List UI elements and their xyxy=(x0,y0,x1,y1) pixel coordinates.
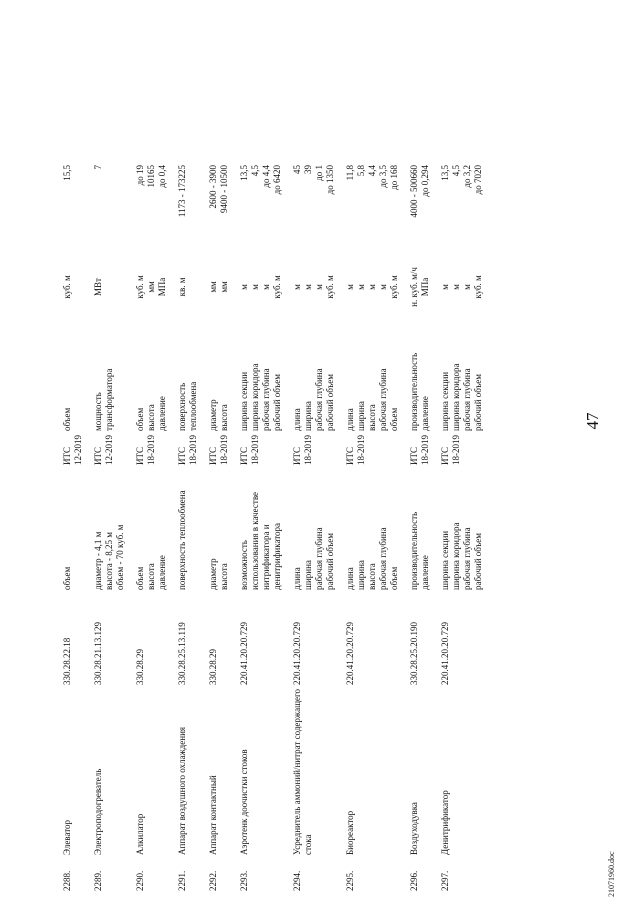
characteristic-line: ширина секции xyxy=(440,530,450,590)
equipment-name-line: Аппарат контактный xyxy=(208,775,218,855)
its-reference-line: ИТС xyxy=(239,446,249,465)
parameter-line: ширина xyxy=(303,401,313,431)
row-number: 2295. xyxy=(345,870,355,891)
value-line: 13,5 xyxy=(239,164,249,181)
parameter-cell xyxy=(409,337,440,431)
value-line: до 4,4 xyxy=(261,164,271,188)
characteristic-line: рабочий объем xyxy=(473,533,483,590)
parameter-line: длина xyxy=(345,408,355,431)
unit-line: м xyxy=(378,284,388,290)
unit-line: м xyxy=(462,284,472,290)
equipment-name-line: Электроподогреватель xyxy=(93,768,103,855)
parameter-line: объем xyxy=(135,407,145,431)
characteristic-line: рабочая глубина xyxy=(462,527,472,590)
characteristic-line: высота xyxy=(367,563,377,590)
parameter-cell xyxy=(208,337,239,431)
value-cell xyxy=(208,161,239,233)
parameter-line: рабочая глубина xyxy=(462,368,472,431)
okpd-code: 220.41.20.20.729 xyxy=(345,621,355,685)
okpd-code: 330.28.25.20.190 xyxy=(409,621,419,685)
characteristic-cell xyxy=(177,465,208,590)
value-line: 13,5 xyxy=(440,164,450,181)
table-row xyxy=(135,161,177,891)
okpd-code-cell xyxy=(93,590,135,685)
parameter-line: давление xyxy=(420,396,430,431)
its-reference-cell xyxy=(135,431,177,465)
characteristic-line: рабочая глубина xyxy=(378,527,388,590)
row-number: 2292. xyxy=(208,870,218,891)
unit-cell xyxy=(292,233,345,337)
value-cell xyxy=(135,161,177,233)
unit-line: МВт xyxy=(93,278,103,296)
unit-cell xyxy=(135,233,177,337)
equipment-name-line: Биореактор xyxy=(345,810,355,855)
table-row xyxy=(177,161,208,891)
its-reference-line: 18-2019 xyxy=(303,434,313,465)
okpd-code: 220.41.20.20.729 xyxy=(292,621,302,685)
equipment-name-cell xyxy=(93,685,135,855)
table-row xyxy=(239,161,292,891)
its-reference-line: ИТС xyxy=(177,446,187,465)
characteristic-line: длина xyxy=(292,567,302,590)
value-line: до 168 xyxy=(389,164,399,190)
its-reference-cell xyxy=(292,431,345,465)
characteristic-line: объем xyxy=(62,566,72,590)
okpd-code: 330.28.29 xyxy=(135,648,145,685)
unit-line: куб. м xyxy=(325,275,335,299)
its-reference-cell xyxy=(62,431,93,465)
table-row xyxy=(93,161,135,891)
characteristic-line: давление xyxy=(420,555,430,590)
characteristic-line: поверхность теплообмена xyxy=(177,490,187,590)
value-line: 4,5 xyxy=(451,164,461,177)
characteristic-line: диаметр xyxy=(208,558,218,590)
value-line: 39 xyxy=(303,164,313,174)
characteristic-line: высота xyxy=(146,563,156,590)
parameter-cell xyxy=(177,337,208,431)
its-reference-cell xyxy=(440,431,493,465)
characteristic-line: объем xyxy=(389,566,399,590)
okpd-code-cell xyxy=(239,590,292,685)
characteristic-cell xyxy=(208,465,239,590)
table-row xyxy=(409,161,440,891)
row-number-cell xyxy=(440,855,493,891)
unit-cell xyxy=(239,233,292,337)
its-reference-line: ИТС xyxy=(292,446,302,465)
parameter-line: длина xyxy=(292,408,302,431)
unit-cell xyxy=(208,233,239,337)
characteristic-line: давление xyxy=(157,555,167,590)
unit-line: куб. м xyxy=(389,275,399,299)
unit-line: куб. м xyxy=(62,275,72,299)
unit-line: м xyxy=(440,284,450,290)
its-reference-cell xyxy=(239,431,292,465)
its-reference-line: ИТС xyxy=(93,446,103,465)
parameter-line: рабочая глубина xyxy=(378,368,388,431)
unit-line: н. куб. м/ч xyxy=(409,267,419,307)
parameter-line: рабочий объем xyxy=(473,374,483,431)
parameter-cell xyxy=(239,337,292,431)
its-reference-line: 18-2019 xyxy=(146,434,156,465)
parameter-line: теплообмена xyxy=(188,381,198,431)
characteristic-line: длина xyxy=(345,567,355,590)
characteristic-line: объем - 70 куб. м xyxy=(115,524,125,590)
characteristic-cell xyxy=(440,465,493,590)
parameter-line: производительность xyxy=(409,352,419,431)
unit-cell xyxy=(177,233,208,337)
row-number: 2293. xyxy=(239,870,249,891)
parameter-cell xyxy=(93,337,135,431)
equipment-name-line: Элеватор xyxy=(62,819,72,855)
parameter-line: объем xyxy=(62,407,72,431)
characteristic-cell xyxy=(62,465,93,590)
characteristic-line: ширина xyxy=(303,560,313,590)
parameter-line: ширина коридора xyxy=(250,363,260,431)
value-cell xyxy=(409,161,440,233)
parameter-line: рабочая глубина xyxy=(261,368,271,431)
its-reference-cell xyxy=(208,431,239,465)
unit-line: м xyxy=(239,284,249,290)
equipment-name-cell xyxy=(208,685,239,855)
value-cell xyxy=(177,161,208,233)
unit-line: мм xyxy=(219,281,229,293)
unit-cell xyxy=(62,233,93,337)
row-number-cell xyxy=(177,855,208,891)
value-line: до 19 xyxy=(135,164,145,186)
its-reference-cell xyxy=(409,431,440,465)
row-number: 2288. xyxy=(62,870,72,891)
unit-line: м xyxy=(314,284,324,290)
value-line: 2600 - 3900 xyxy=(208,164,218,209)
equipment-name-line: Аппарат воздушного охлаждения xyxy=(177,726,187,855)
characteristic-line: объем xyxy=(135,566,145,590)
characteristic-cell xyxy=(409,465,440,590)
row-number-cell xyxy=(239,855,292,891)
row-number-cell xyxy=(345,855,409,891)
equipment-name-cell xyxy=(239,685,292,855)
characteristic-line: рабочая глубина xyxy=(314,527,324,590)
equipment-name-cell xyxy=(440,685,493,855)
unit-line: МПа xyxy=(157,277,167,297)
characteristic-line: нитрификатора и xyxy=(261,524,271,590)
value-line: 1173 - 173225 xyxy=(177,164,187,218)
equipment-name-cell xyxy=(409,685,440,855)
value-cell xyxy=(239,161,292,233)
unit-line: м xyxy=(451,284,461,290)
table-row xyxy=(345,161,409,891)
row-number: 2291. xyxy=(177,870,187,891)
parameter-line: ширина секции xyxy=(239,371,249,431)
characteristic-cell xyxy=(239,465,292,590)
value-line: до 1350 xyxy=(325,164,335,195)
parameter-line: давление xyxy=(157,396,167,431)
its-reference-line: ИТС xyxy=(135,446,145,465)
okpd-code: 220.41.20.20.729 xyxy=(239,621,249,685)
characteristic-cell xyxy=(292,465,345,590)
parameter-line: высота xyxy=(219,404,229,431)
parameter-line: ширина xyxy=(356,401,366,431)
unit-line: мм xyxy=(208,281,218,293)
value-line: 7 xyxy=(93,164,103,170)
value-line: 5,8 xyxy=(356,164,366,177)
unit-cell xyxy=(440,233,493,337)
characteristic-line: возможность xyxy=(239,540,249,590)
value-line: до 3,2 xyxy=(462,164,472,188)
row-number-cell xyxy=(93,855,135,891)
value-cell xyxy=(62,161,93,233)
value-cell xyxy=(440,161,493,233)
table-row xyxy=(208,161,239,891)
page-number: 47 xyxy=(583,412,602,430)
unit-line: м xyxy=(261,284,271,290)
its-reference-line: 12-2019 xyxy=(73,434,83,465)
characteristic-line: высота xyxy=(219,563,229,590)
parameter-line: поверхность xyxy=(177,382,187,431)
characteristic-cell xyxy=(345,465,409,590)
row-number: 2290. xyxy=(135,870,145,891)
characteristic-line: высота - 8,25 м xyxy=(104,532,114,590)
parameter-line: высота xyxy=(146,404,156,431)
characteristic-line: ширина xyxy=(356,560,366,590)
row-number: 2296. xyxy=(409,870,419,891)
unit-line: куб. м xyxy=(473,275,483,299)
equipment-name-cell xyxy=(177,685,208,855)
okpd-code-cell xyxy=(292,590,345,685)
value-line: 4000 - 500660 xyxy=(409,164,419,218)
okpd-code: 220.41.20.20.729 xyxy=(440,621,450,685)
row-number-cell xyxy=(62,855,93,891)
row-number-cell xyxy=(292,855,345,891)
equipment-name-cell xyxy=(345,685,409,855)
value-line: 10165 xyxy=(146,164,156,188)
value-cell xyxy=(292,161,345,233)
value-line: до 6420 xyxy=(272,164,282,195)
okpd-code: 330.28.29 xyxy=(208,648,218,685)
parameter-line: высота xyxy=(367,404,377,431)
equipment-name-line: Аэротенк доочистки стоков xyxy=(239,749,249,855)
parameter-line: рабочая глубина xyxy=(314,368,324,431)
its-reference-line: ИТС xyxy=(62,446,72,465)
value-line: 9400 - 10500 xyxy=(219,164,229,213)
okpd-code: 330.28.25.13.119 xyxy=(177,622,187,685)
value-line: 15,5 xyxy=(62,164,72,181)
parameter-cell xyxy=(440,337,493,431)
parameter-line: ширина коридора xyxy=(451,363,461,431)
parameter-line: мощность xyxy=(93,392,103,431)
its-reference-line: ИТС xyxy=(208,446,218,465)
unit-line: м xyxy=(356,284,366,290)
characteristic-line: ширина коридора xyxy=(451,522,461,590)
unit-line: м xyxy=(303,284,313,290)
value-line: 4,5 xyxy=(250,164,260,177)
its-reference-cell xyxy=(177,431,208,465)
equipment-name-line: Усреднитель аммоний/нитрат содержащего xyxy=(292,688,302,855)
unit-cell xyxy=(93,233,135,337)
unit-line: мм xyxy=(146,281,156,293)
value-line: 4,4 xyxy=(367,164,377,177)
row-number: 2297. xyxy=(440,870,450,891)
equipment-name-line: Алкилатор xyxy=(135,813,145,855)
parameter-cell xyxy=(135,337,177,431)
equipment-name-line: Денитрификатор xyxy=(440,790,450,855)
okpd-code-cell xyxy=(440,590,493,685)
characteristic-line: использования в качестве xyxy=(250,491,260,590)
its-reference-line: 18-2019 xyxy=(219,434,229,465)
its-reference-line: 18-2019 xyxy=(356,434,366,465)
its-reference-line: 18-2019 xyxy=(188,434,198,465)
characteristic-line: производительность xyxy=(409,511,419,590)
value-line: до 7020 xyxy=(473,164,483,195)
value-cell xyxy=(345,161,409,233)
okpd-code-cell xyxy=(345,590,409,685)
equipment-name-line: Воздуходувка xyxy=(409,802,419,855)
unit-line: м xyxy=(250,284,260,290)
okpd-code-cell xyxy=(135,590,177,685)
its-reference-line: 18-2019 xyxy=(250,434,260,465)
unit-line: м xyxy=(367,284,377,290)
unit-line: МПа xyxy=(420,277,430,297)
okpd-code: 330.28.21.13.129 xyxy=(93,621,103,685)
equipment-name-cell xyxy=(62,685,93,855)
row-number: 2294. xyxy=(292,870,302,891)
equipment-name-line: стока xyxy=(303,834,313,855)
parameter-line: объем xyxy=(389,407,399,431)
characteristic-line: денитрификатора xyxy=(272,522,282,590)
value-line: до 0,4 xyxy=(157,164,167,188)
row-number-cell xyxy=(409,855,440,891)
okpd-code-cell xyxy=(62,590,93,685)
equipment-table xyxy=(62,161,493,891)
its-reference-cell xyxy=(93,431,135,465)
equipment-name-cell xyxy=(292,685,345,855)
table-row xyxy=(440,161,493,891)
characteristic-line: рабочий объем xyxy=(325,533,335,590)
unit-line: куб. м xyxy=(272,275,282,299)
okpd-code-cell xyxy=(409,590,440,685)
footer-filename: 21071960.doc xyxy=(607,851,616,897)
okpd-code: 330.28.22.18 xyxy=(62,637,72,685)
parameter-cell xyxy=(345,337,409,431)
row-number-cell xyxy=(135,855,177,891)
its-reference-line: ИТС xyxy=(440,446,450,465)
characteristic-cell xyxy=(135,465,177,590)
equipment-name-cell xyxy=(135,685,177,855)
value-line: 45 xyxy=(292,164,302,174)
value-line: до 3,5 xyxy=(378,164,388,188)
table-row xyxy=(62,161,93,891)
value-cell xyxy=(93,161,135,233)
its-reference-line: ИТС xyxy=(409,446,419,465)
row-number-cell xyxy=(208,855,239,891)
unit-line: куб. м xyxy=(135,275,145,299)
characteristic-cell xyxy=(93,465,135,590)
parameter-line: рабочий объем xyxy=(272,374,282,431)
value-line: 11,8 xyxy=(345,164,355,181)
parameter-line: ширина секции xyxy=(440,371,450,431)
characteristic-line: диаметр - 4,1 м xyxy=(93,531,103,590)
value-line: до 0,294 xyxy=(420,164,430,197)
parameter-line: диаметр xyxy=(208,399,218,431)
unit-line: м xyxy=(292,284,302,290)
unit-cell xyxy=(345,233,409,337)
unit-cell xyxy=(409,233,440,337)
parameter-cell xyxy=(62,337,93,431)
row-number: 2289. xyxy=(93,870,103,891)
table-row xyxy=(292,161,345,891)
unit-line: кв. м xyxy=(177,277,187,297)
its-reference-line: ИТС xyxy=(345,446,355,465)
okpd-code-cell xyxy=(208,590,239,685)
its-reference-line: 18-2019 xyxy=(420,434,430,465)
okpd-code-cell xyxy=(177,590,208,685)
its-reference-line: 18-2019 xyxy=(451,434,461,465)
its-reference-line: 12-2019 xyxy=(104,434,114,465)
value-line: до 1 xyxy=(314,164,324,181)
parameter-cell xyxy=(292,337,345,431)
parameter-line: трансформатора xyxy=(104,368,114,431)
its-reference-cell xyxy=(345,431,409,465)
unit-line: м xyxy=(345,284,355,290)
parameter-line: рабочий объем xyxy=(325,374,335,431)
